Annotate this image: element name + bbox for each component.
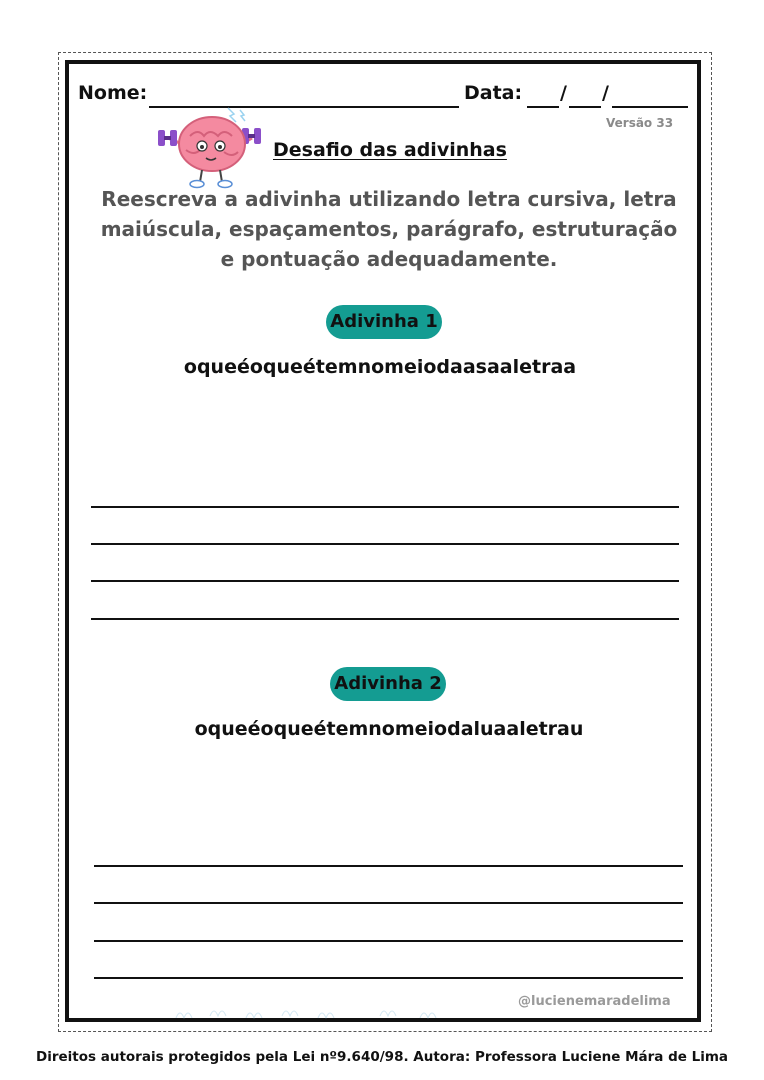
name-label: Nome: [78, 82, 148, 104]
answer-line[interactable] [91, 580, 679, 582]
riddle-1-label: Adivinha 1 [326, 305, 442, 339]
author-handle: @lucienemaradelima [518, 994, 671, 1009]
answer-line[interactable] [94, 902, 683, 904]
riddle-1-text: oqueéoqueétemnomeiodaasaaletraa [183, 356, 577, 378]
riddle-2-label: Adivinha 2 [330, 667, 446, 701]
answer-line[interactable] [94, 977, 683, 979]
date-separator: / [560, 82, 567, 104]
date-label: Data: [464, 82, 523, 104]
answer-line[interactable] [91, 506, 679, 508]
answer-line[interactable] [94, 940, 683, 942]
brain-mascot-icon [156, 104, 264, 190]
date-separator: / [602, 82, 609, 104]
answer-line[interactable] [91, 618, 679, 620]
version-label: Versão 33 [606, 116, 674, 130]
answer-line[interactable] [94, 865, 683, 867]
riddle-2-text: oqueéoqueétemnomeiodaluaaletrau [194, 718, 584, 740]
worksheet-title: Desafio das adivinhas [273, 139, 507, 161]
instructions-text: Reescreva a adivinha utilizando letra cursiva, letra maiúscula, espaçamentos, parágrafo, estruturação e pontuação adequadamente. [100, 187, 678, 271]
copyright-footer: Direitos autorais protegidos pela Lei nº9.640/98. Autora: Professora Luciene Mára de Lima [35, 1049, 729, 1065]
date-day-field[interactable] [527, 106, 559, 108]
date-year-field[interactable] [612, 106, 688, 108]
decorative-border-icon [170, 1002, 460, 1024]
answer-line[interactable] [91, 543, 679, 545]
date-month-field[interactable] [569, 106, 601, 108]
